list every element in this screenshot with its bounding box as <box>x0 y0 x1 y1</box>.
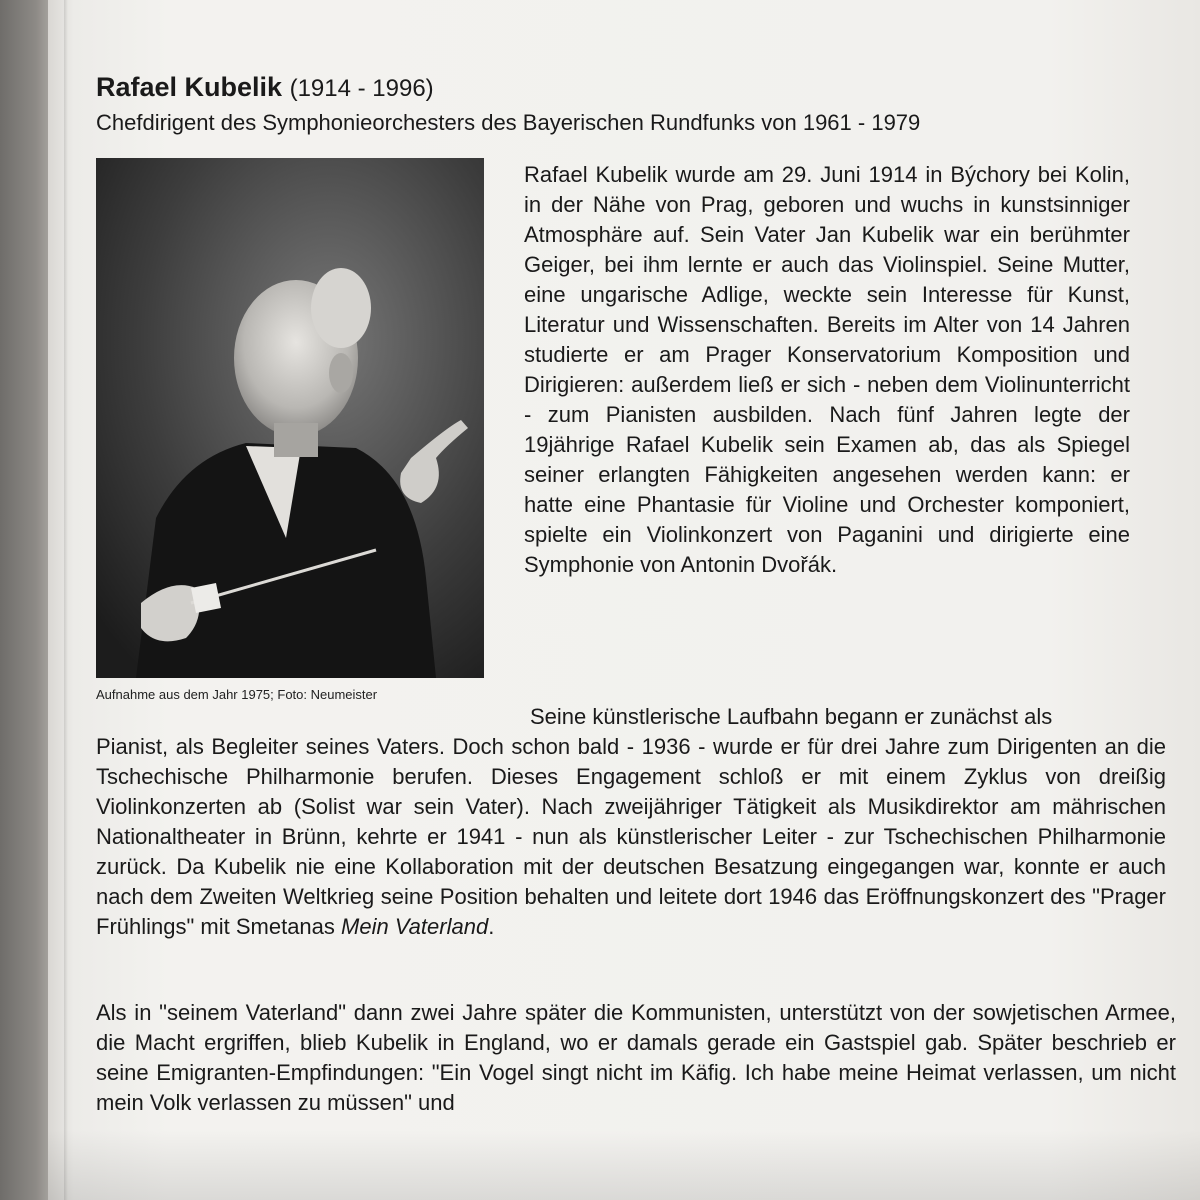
page-bottom-shadow <box>48 1130 1200 1200</box>
paragraph-2-text: Pianist, als Begleiter seines Vaters. Doch schon bald - 1936 - wurde er für drei Jahre zum Dirigenten an die Tschechische Philharmonie berufen. Dieses Engagement schloß er mit einem Zyklus von dreißig Violinkonzerten ab (Solist war sein Vater). Nach zweijähriger Tätigkeit als Musikdirektor am mährischen Nationaltheater in Brünn, kehrte er 1941 - nun als künstlerischer Leiter - zur Tschechischen Philharmonie zurück. Da Kubelik nie eine Kollaboration mit der deutschen Besatzung eingegangen war, konnte er auch nach dem Zweiten Weltkrieg seine Position behalten und leitete dort 1946 das Eröffnungskonzert des "Prager Frühlings" mit Smetanas <box>96 734 1166 939</box>
life-years: (1914 - 1996) <box>289 75 434 102</box>
work-title-italic: Mein Vaterland <box>341 914 489 939</box>
paragraph-2-end: . <box>488 914 495 939</box>
biography-paragraph-1: Rafael Kubelik wurde am 29. Juni 1914 in Býchory bei Kolin, in der Nähe von Prag, geboren und wuchs in kunstsinniger Atmosphäre auf. Sein Vater Jan Kubelik war ein berühmter Geiger, bei ihm lernte er auch das Violinspiel. Seine Mutter, eine ungarische Adlige, weckte sein Interesse für Kunst, Literatur und Wissenschaften. Bereits im Alter von 14 Jahren studierte er am Prager Konservatorium Komposition und Dirigieren: außerdem ließ er sich - neben dem Violinunterricht - zum Pianisten ausbilden. Nach fünf Jahren legte der 19jährige Rafael Kubelik sein Examen ab, das als Spiegel seiner erlangten Fähigkeiten angesehen werden kann: er hatte eine Phantasie für Violine und Orchester komponiert, spielte ein Violinkonzert von Paganini und dirigierte eine Symphonie von Antonin Dvořák. <box>524 162 1130 577</box>
page-fold-shadow <box>64 0 68 1200</box>
conductor-name: Rafael Kubelik <box>96 72 283 102</box>
conductor-portrait-illustration <box>96 158 484 678</box>
title-line <box>96 70 920 106</box>
portrait-photo <box>96 158 484 678</box>
subtitle: Chefdirigent des Symphonieorchesters des Bayerischen Rundfunks von 1961 - 1979 <box>96 110 921 135</box>
biography-paragraph-2 <box>96 732 1166 942</box>
biography-paragraph-2-first-line: Seine künstlerische Laufbahn begann er zunächst als <box>530 704 1053 729</box>
page-heading <box>96 70 920 138</box>
biography-paragraph-3: Als in "seinem Vaterland" dann zwei Jahre später die Kommunisten, unterstützt von der sowjetischen Armee, die Macht ergriffen, blieb Kubelik in England, wo er damals gerade ein Gastspiel gab. Später beschrieb er seine Emigranten-Empfindungen: "Ein Vogel singt nicht im Käfig. Ich habe meine Heimat verlassen, um nicht mein Volk verlassen zu müssen" und <box>96 1000 1176 1115</box>
photo-caption: Aufnahme aus dem Jahr 1975; Foto: Neumeister <box>96 687 378 702</box>
